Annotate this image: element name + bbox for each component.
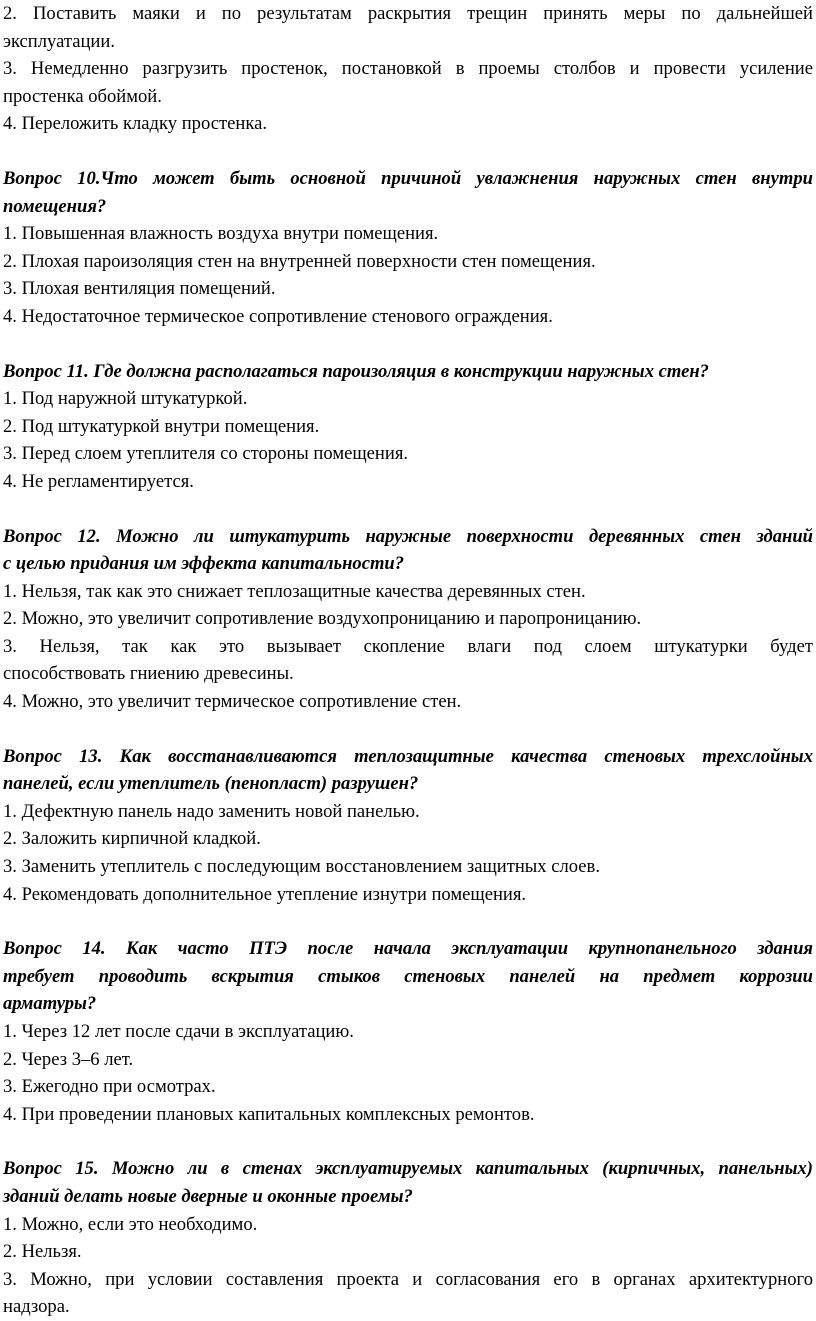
question-13-title-line2: панелей, если утеплитель (пенопласт) разрушен? — [3, 773, 419, 795]
question-11-answer-2: 2. Под штукатуркой внутри помещения. — [3, 415, 320, 437]
spacer — [3, 496, 813, 523]
question-15-title-line2: зданий делать новые дверные и оконные проемы? — [3, 1185, 413, 1207]
spacer — [3, 1128, 813, 1155]
question-10-title-line2: помещения? — [3, 195, 107, 217]
question-15-title-line1: Вопрос 15. Можно ли в стенах эксплуатируемых капитальных (кирпичных, панельных) — [3, 1158, 813, 1180]
question-14-answer-2: 2. Через 3–6 лет. — [3, 1048, 134, 1070]
spacer — [3, 908, 813, 935]
question-11-answer-3: 3. Перед слоем утеплителя со стороны помещения. — [3, 443, 409, 465]
question-14-title-line2: требует проводить вскрытия стыков стеновых панелей на предмет коррозии — [3, 965, 813, 987]
question-11 — [3, 358, 813, 496]
question-10-title-line1: Вопрос 10.Что может быть основной причиной увлажнения наружных стен внутри — [3, 167, 813, 189]
question-12-title-line2: с целью придания им эффекта капитальности? — [3, 553, 405, 575]
question-12-answer-3-line2: способствовать гниению древесины. — [3, 663, 294, 685]
question-13-answer-1: 1. Дефектную панель надо заменить новой панелью. — [3, 800, 420, 822]
question-13-title-line1: Вопрос 13. Как восстанавливаются теплозащитные качества стеновых трехслойных — [3, 745, 813, 767]
question-14-title-line3: арматуры? — [3, 993, 97, 1015]
question-15-answer-3-line1: 3. Можно, при условии составления проекта и согласования его в органах архитектурного — [3, 1268, 813, 1290]
question-15-answer-1: 1. Можно, если это необходимо. — [3, 1213, 258, 1235]
question-14-answer-1: 1. Через 12 лет после сдачи в эксплуатацию. — [3, 1021, 354, 1042]
intro-answer-2-line2: эксплуатации. — [3, 30, 115, 52]
question-11-title: Вопрос 11. Где должна располагаться пароизоляция в конструкции наружных стен? — [3, 360, 709, 382]
question-12-answer-4: 4. Можно, это увеличит термическое сопротивление стен. — [3, 691, 462, 713]
intro-answer-3-line1: 3. Немедленно разгрузить простенок, постановкой в проемы столбов и провести усиление — [3, 58, 813, 80]
question-10-answer-3: 3. Плохая вентиляция помещений. — [3, 278, 276, 300]
spacer — [3, 138, 813, 165]
question-15-answer-3-line2: надзора. — [3, 1296, 70, 1318]
question-13-answer-3: 3. Заменить утеплитель с последующим восстановлением защитных слоев. — [3, 856, 600, 878]
question-14-answer-3: 3. Ежегодно при осмотрах. — [3, 1076, 216, 1098]
question-11-answer-4: 4. Не регламентируется. — [3, 470, 194, 492]
question-13-answer-2: 2. Заложить кирпичной кладкой. — [3, 828, 261, 850]
question-11-answer-1: 1. Под наружной штукатуркой. — [3, 388, 248, 410]
question-14-title-line1: Вопрос 14. Как часто ПТЭ после начала эксплуатации крупнопанельного здания — [3, 938, 813, 960]
question-12-answer-1: 1. Нельзя, так как это снижает теплозащитные качества деревянных стен. — [3, 580, 586, 602]
question-12 — [3, 523, 813, 716]
intro-answer-4: 4. Переложить кладку простенка. — [3, 113, 267, 135]
intro-answer-2-line1: 2. Поставить маяки и по результатам раскрытия трещин принять меры по дальнейшей — [3, 3, 813, 24]
question-12-answer-2: 2. Можно, это увеличит сопротивление воздухопроницанию и паропроницанию. — [3, 608, 642, 630]
question-12-answer-3-line1: 3. Нельзя, так как это вызывает скопление влаги под слоем штукатурки будет — [3, 635, 813, 657]
spacer — [3, 716, 813, 743]
question-10 — [3, 165, 813, 331]
question-12-title-line1: Вопрос 12. Можно ли штукатурить наружные поверхности деревянных стен зданий — [3, 525, 813, 547]
question-14-answer-4: 4. При проведении плановых капитальных комплексных ремонтов. — [3, 1103, 535, 1125]
question-15-answer-2: 2. Нельзя. — [3, 1241, 82, 1263]
intro-block — [3, 0, 813, 138]
question-10-answer-2: 2. Плохая пароизоляция стен на внутренней поверхности стен помещения. — [3, 250, 596, 272]
question-14 — [3, 935, 813, 1128]
question-15 — [3, 1155, 813, 1321]
question-13-answer-4: 4. Рекомендовать дополнительное утепление изнутри помещения. — [3, 883, 527, 905]
question-10-answer-4: 4. Недостаточное термическое сопротивление стенового ограждения. — [3, 305, 553, 327]
question-13 — [3, 743, 813, 909]
intro-answer-3-line2: простенка обоймой. — [3, 85, 162, 107]
spacer — [3, 331, 813, 358]
question-10-answer-1: 1. Повышенная влажность воздуха внутри помещения. — [3, 223, 439, 245]
